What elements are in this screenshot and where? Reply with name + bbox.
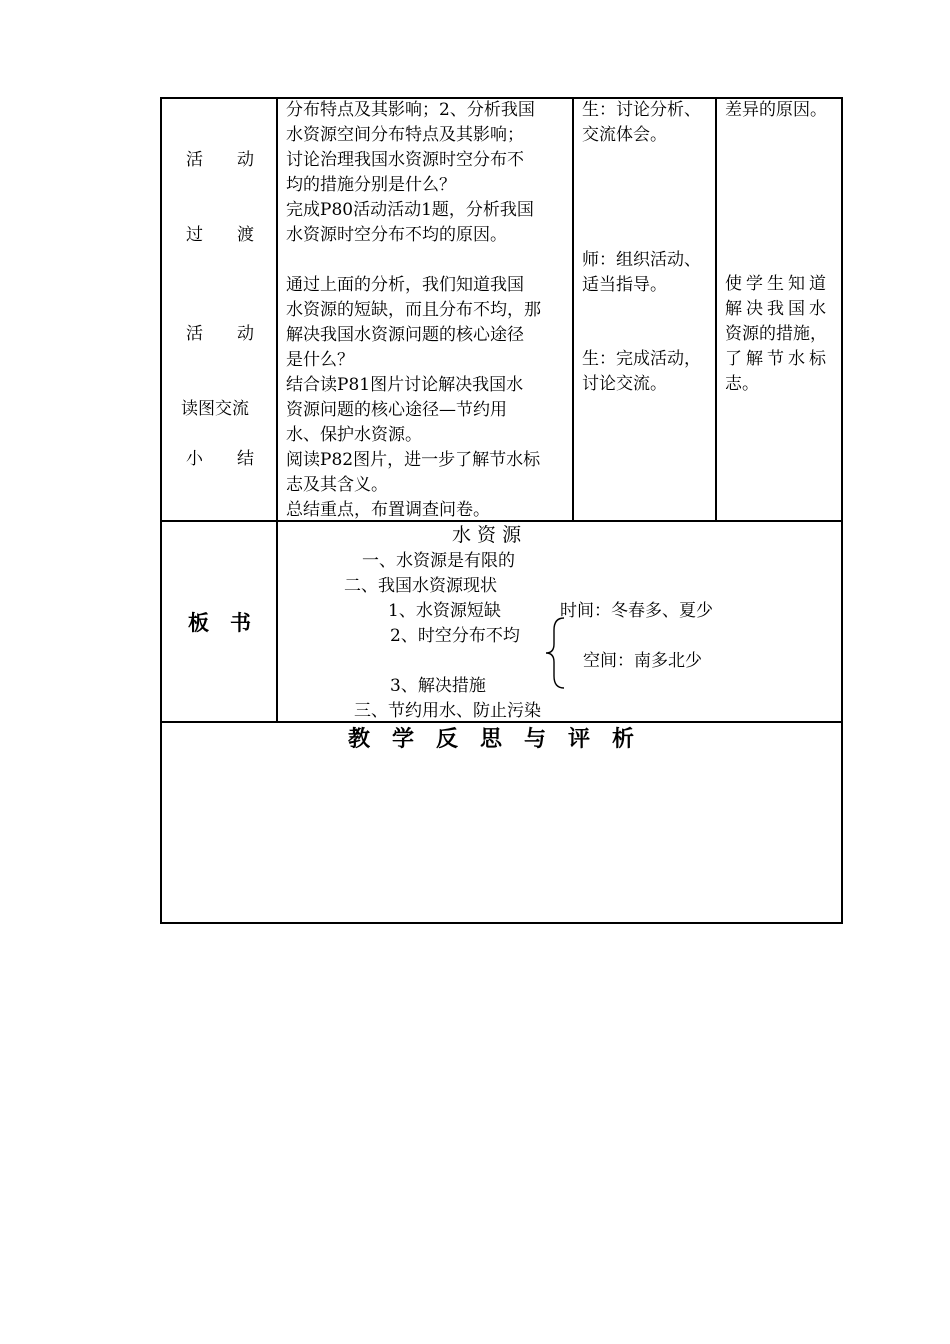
role-line: 讨论交流。 [582, 374, 667, 394]
roles-block-b [582, 248, 701, 298]
content-line: 水资源时空分布不均的原因。 [286, 225, 507, 245]
role-line: 师：组织活动、 [582, 250, 701, 270]
purpose-line: 解决我国水 [725, 299, 830, 319]
teaching-content [286, 98, 568, 523]
role-line: 生：讨论分析、 [582, 100, 701, 120]
content-line [286, 248, 568, 273]
stage-label-map-reading: 读图交流 [181, 399, 249, 419]
content-line: 资源问题的核心途径—节约用 [286, 400, 507, 420]
content-line: 讨论治理我国水资源时空分布不 [286, 150, 524, 170]
table-border-right [841, 97, 843, 924]
role-line: 交流体会。 [582, 125, 667, 145]
roles-block-a [582, 98, 701, 148]
board-title: 水 资 源 [452, 524, 522, 546]
content-line: 水资源空间分布特点及其影响； [286, 125, 524, 145]
reflection-title: 教 学 反 思 与 评 析 [348, 726, 635, 752]
stage-label-activity-1: 活 动 [186, 150, 254, 170]
board-space: 空间：南多北少 [583, 651, 702, 671]
purpose-line: 了解节水标 [725, 349, 830, 369]
board-time: 时间：冬春多、夏少 [560, 601, 713, 621]
content-line: 分布特点及其影响；2、分析我国 [286, 100, 535, 120]
stage-label-transition: 过 渡 [186, 225, 254, 245]
stage-label-summary: 小 结 [186, 449, 254, 469]
board-item-3: 三、节约用水、防止污染 [354, 701, 541, 721]
purpose-line: 资源的措施， [725, 324, 827, 344]
table-border-bottom [160, 922, 843, 924]
content-line: 通过上面的分析，我们知道我国 [286, 275, 524, 295]
board-sub-2: 2、时空分布不均 [390, 626, 520, 646]
table-border-left [160, 97, 162, 924]
curly-brace-icon [542, 616, 568, 690]
role-line: 适当指导。 [582, 275, 667, 295]
board-sub-3: 3、解决措施 [390, 676, 486, 696]
col-divider-3 [715, 97, 717, 522]
content-line: 志及其含义。 [286, 475, 388, 495]
purpose-line: 使学生知道 [725, 274, 830, 294]
purpose-block-b [725, 272, 835, 397]
content-line: 是什么？ [286, 350, 354, 370]
board-item-1: 一、水资源是有限的 [362, 551, 515, 571]
content-line: 均的措施分别是什么？ [286, 175, 456, 195]
purpose-block-a [725, 98, 827, 123]
role-line: 生：完成活动， [582, 349, 701, 369]
content-line: 水资源的短缺，而且分布不均，那 [286, 300, 541, 320]
col-divider-2 [572, 97, 574, 522]
col-divider-1 [276, 97, 278, 723]
content-line: 结合读P81图片讨论解决我国水 [286, 375, 524, 395]
board-label: 板 书 [188, 610, 251, 635]
board-item-2: 二、我国水资源现状 [344, 576, 497, 596]
roles-block-c [582, 347, 701, 397]
content-line: 完成P80活动活动1题，分析我国 [286, 200, 534, 220]
content-line: 阅读P82图片，进一步了解节水标 [286, 450, 541, 470]
content-line: 水、保护水资源。 [286, 425, 422, 445]
purpose-line: 差异的原因。 [725, 100, 827, 120]
content-line: 解决我国水资源问题的核心途径 [286, 325, 524, 345]
content-line: 总结重点，布置调查问卷。 [286, 500, 490, 520]
purpose-line: 志。 [725, 374, 759, 394]
board-sub-1: 1、水资源短缺 [388, 601, 501, 621]
stage-label-activity-2: 活 动 [186, 324, 254, 344]
